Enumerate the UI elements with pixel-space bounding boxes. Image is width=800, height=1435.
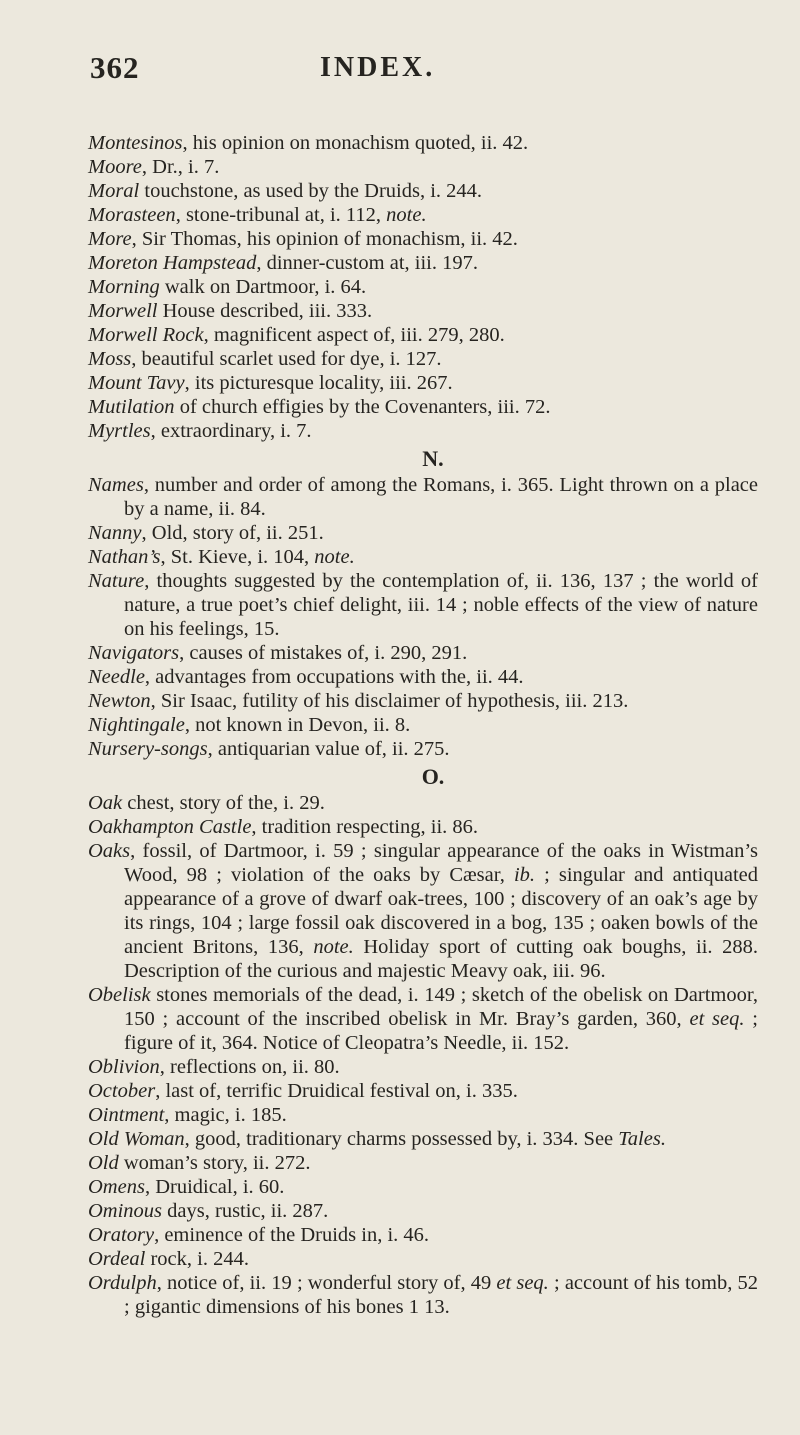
entry-text: , number and order of among the Romans, i. 365. Light thrown on a place by a name, ii. 84.: [124, 474, 758, 520]
index-entry: [88, 203, 758, 227]
entry-heading: Oratory: [88, 1224, 155, 1246]
entry-text: woman’s story, ii. 272.: [118, 1152, 311, 1174]
entry-text: of church effigies by the Covenanters, iii. 72.: [174, 396, 551, 418]
entry-heading: Oakhampton Castle: [88, 816, 252, 838]
entry-heading: Newton: [88, 690, 151, 712]
index-entry: [88, 1199, 758, 1223]
entry-text: , Dr., i. 7.: [141, 156, 220, 178]
entry-heading: Montesinos: [88, 132, 183, 154]
entry-heading: Obelisk: [88, 984, 151, 1006]
index-entry: [88, 1151, 758, 1175]
entry-text: , dinner-custom at, iii. 197.: [256, 252, 478, 274]
index-entry: [88, 371, 758, 395]
entry-heading: Moore: [88, 156, 142, 178]
index-entry: [88, 521, 758, 545]
entry-text: walk on Dartmoor, i. 64.: [159, 276, 367, 298]
entry-heading: Morwell Rock: [88, 324, 204, 346]
entry-heading: Ointment: [88, 1104, 165, 1126]
entry-heading: Myrtles: [88, 420, 151, 442]
entry-text: , last of, terrific Druidical festival on, i. 335.: [155, 1080, 518, 1102]
index-entry: [88, 737, 758, 761]
index-entry: [88, 1103, 758, 1127]
entry-heading: Moss: [88, 348, 132, 370]
entry-text: , reflections on, ii. 80.: [159, 1056, 340, 1078]
index-entry: [88, 227, 758, 251]
entry-heading: Moral: [88, 180, 140, 202]
entry-text: rock, i. 244.: [145, 1248, 249, 1270]
entry-heading: Omens: [88, 1176, 145, 1198]
entry-text: , magnificent aspect of, iii. 279, 280.: [203, 324, 505, 346]
entry-heading: Needle: [88, 666, 145, 688]
entry-heading: Nature: [88, 570, 145, 592]
index-entry: [88, 641, 758, 665]
entry-heading: Nanny: [88, 522, 142, 544]
entry-heading: Nursery-songs: [88, 738, 208, 760]
entry-heading: Names: [88, 474, 144, 496]
index-entry: [88, 713, 758, 737]
entry-text: House described, iii. 333.: [157, 300, 373, 322]
index-entry: [88, 545, 758, 569]
entry-heading: October: [88, 1080, 156, 1102]
entry-heading: Moreton Hampstead: [88, 252, 257, 274]
entry-heading: Old: [88, 1152, 119, 1174]
entry-text: , stone-tribunal at, i. 112, note.: [175, 204, 427, 226]
entry-text: , fossil, of Dartmoor, i. 59 ; singular appearance of the oaks in Wistman’s Wood, 98 ; violation of the oaks by Cæsar, ib. ; singular and antiquated appearance of a grove of dwarf oak-trees, 100 ; discovery of an oak’s age by its rings, 104 ; large fossil oak discovered in a bog, 135 ; oaken bowls of the ancient Britons, 136, note. Holiday sport of cutting oak boughs, ii. 288. Description of the curious and majestic Meavy oak, iii. 96.: [124, 840, 758, 982]
entry-text: , magic, i. 185.: [164, 1104, 287, 1126]
index-entry: [88, 131, 758, 155]
entry-heading: Ordeal: [88, 1248, 146, 1270]
entry-text: , tradition respecting, ii. 86.: [251, 816, 479, 838]
page-number: 362: [90, 50, 140, 85]
index-entry: [88, 791, 758, 815]
index-entry: [88, 1127, 758, 1151]
index-entry: [88, 839, 758, 983]
entry-heading: Oaks: [88, 840, 131, 862]
index-entry: [88, 983, 758, 1055]
entry-heading: Ominous: [88, 1200, 163, 1222]
entry-text: , Old, story of, ii. 251.: [141, 522, 324, 544]
index-entry: [88, 473, 758, 521]
index-entry: [88, 347, 758, 371]
entry-heading: Morasteen: [88, 204, 176, 226]
index-entry: [88, 665, 758, 689]
index-entry: [88, 1079, 758, 1103]
index-entry: [88, 155, 758, 179]
entry-text: , his opinion on monachism quoted, ii. 42.: [182, 132, 529, 154]
index-entry: [88, 323, 758, 347]
entry-text: , beautiful scarlet used for dye, i. 127.: [131, 348, 442, 370]
page-header: [0, 50, 800, 90]
index-entry: [88, 275, 758, 299]
entry-text: , thoughts suggested by the contemplation of, ii. 136, 137 ; the world of nature, a true poet’s chief delight, iii. 14 ; noble effects of the view of nature on his feelings, 15.: [124, 570, 758, 640]
entry-text: , causes of mistakes of, i. 290, 291.: [179, 642, 468, 664]
entry-heading: Morwell: [88, 300, 158, 322]
index-entry: [88, 1055, 758, 1079]
index-entry: [88, 1175, 758, 1199]
index-entry: [88, 689, 758, 713]
entry-heading: Oak: [88, 792, 123, 814]
entry-text: touchstone, as used by the Druids, i. 244.: [139, 180, 483, 202]
entry-heading: Ordulph: [88, 1272, 157, 1294]
entry-text: , good, traditionary charms possessed by, i. 334. See Tales.: [184, 1128, 666, 1150]
section-letter: N.: [422, 446, 444, 471]
entry-heading: Nightingale: [88, 714, 185, 736]
entry-heading: More: [88, 228, 132, 250]
entry-text: , not known in Devon, ii. 8.: [184, 714, 411, 736]
index-entry: [88, 815, 758, 839]
index-entry: [88, 1271, 758, 1319]
entry-text: , antiquarian value of, ii. 275.: [207, 738, 450, 760]
entry-heading: Mount Tavy: [88, 372, 185, 394]
entry-text: , advantages from occupations with the, ii. 44.: [144, 666, 524, 688]
entry-heading: Navigators: [88, 642, 180, 664]
index-entry: [88, 251, 758, 275]
index-entry: [88, 569, 758, 641]
index-entry: [88, 299, 758, 323]
entry-text: , St. Kieve, i. 104, note.: [160, 546, 355, 568]
entry-text: , Druidical, i. 60.: [144, 1176, 285, 1198]
index-body: [88, 131, 758, 1319]
entry-text: chest, story of the, i. 29.: [122, 792, 325, 814]
entry-text: , Sir Thomas, his opinion of monachism, ii. 42.: [131, 228, 518, 250]
entry-text: stones memorials of the dead, i. 149 ; sketch of the obelisk on Dartmoor, 150 ; account of the inscribed obelisk in Mr. Bray’s garden, 360, et seq. ; figure of it, 364. Notice of Cleopatra’s Needle, ii. 152.: [124, 984, 759, 1054]
entry-heading: Old Woman: [88, 1128, 185, 1150]
entry-text: days, rustic, ii. 287.: [162, 1200, 329, 1222]
entry-text: , extraordinary, i. 7.: [150, 420, 312, 442]
entry-heading: Mutilation: [88, 396, 175, 418]
entry-text: , eminence of the Druids in, i. 46.: [154, 1224, 430, 1246]
entry-heading: Morning: [88, 276, 160, 298]
index-entry: [88, 1247, 758, 1271]
entry-text: , notice of, ii. 19 ; wonderful story of, 49 et seq. ; account of his tomb, 52 ; gigantic dimensions of his bones 1 13.: [124, 1272, 758, 1318]
running-head: INDEX.: [320, 52, 436, 83]
entry-heading: Nathan’s: [88, 546, 161, 568]
index-entry: [88, 1223, 758, 1247]
entry-text: , its picturesque locality, iii. 267.: [184, 372, 453, 394]
index-entry: [88, 419, 758, 443]
entry-heading: Oblivion: [88, 1056, 160, 1078]
section-letter: O.: [421, 764, 445, 789]
index-entry: [88, 179, 758, 203]
index-entry: [88, 395, 758, 419]
entry-text: , Sir Isaac, futility of his disclaimer of hypothesis, iii. 213.: [150, 690, 629, 712]
